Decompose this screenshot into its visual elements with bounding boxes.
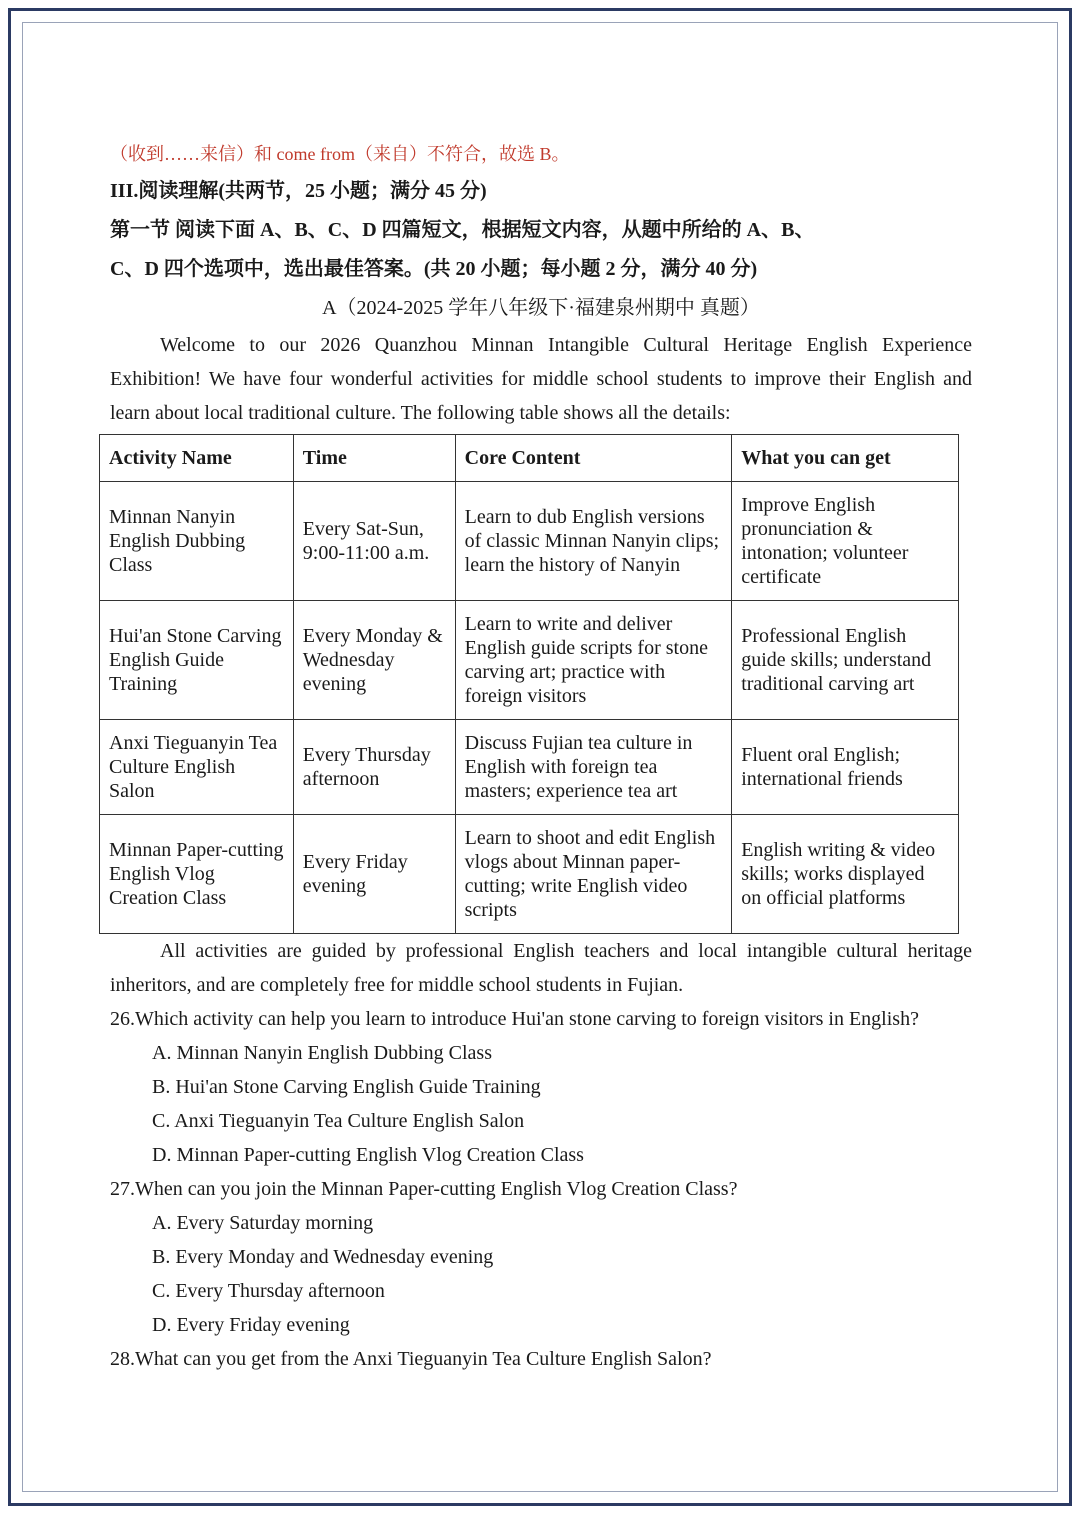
table-header-row: [100, 435, 959, 482]
table-cell: Minnan Paper-cutting English Vlog Creation Class: [100, 815, 294, 934]
activity-table: [99, 434, 959, 934]
table-row: [100, 482, 959, 601]
answer-option: A. Every Saturday morning: [152, 1212, 374, 1234]
document-body: [110, 136, 972, 1376]
question-stem: 28.What can you get from the Anxi Tieguanyin Tea Culture English Salon?: [110, 1348, 712, 1370]
table-cell: Discuss Fujian tea culture in English with foreign tea masters; experience tea art: [455, 720, 732, 815]
answer-option: D. Minnan Paper-cutting English Vlog Creation Class: [152, 1144, 584, 1166]
part-intro-line-2: C、D 四个选项中，选出最佳答案。(共 20 小题；每小题 2 分，满分 40 分): [110, 258, 758, 280]
intro-paragraph: Welcome to our 2026 Quanzhou Minnan Intangible Cultural Heritage English Experience Exhibition! We have four wonderful activities for middle school students to improve their English and learn about local traditional culture. The following table shows all the details:: [110, 334, 972, 424]
table-header: Activity Name: [100, 435, 294, 482]
table-cell: English writing & video skills; works displayed on official platforms: [732, 815, 959, 934]
explanation-note: （收到……来信）和 come from（来自）不符合，故选 B。: [110, 144, 570, 164]
answer-option: C. Anxi Tieguanyin Tea Culture English Salon: [152, 1110, 525, 1132]
question-stem: 26.Which activity can help you learn to introduce Hui'an stone carving to foreign visitors in English?: [110, 1008, 919, 1030]
table-row: [100, 601, 959, 720]
table-cell: Improve English pronunciation & intonation; volunteer certificate: [732, 482, 959, 601]
table-header: Time: [293, 435, 455, 482]
answer-option: C. Every Thursday afternoon: [152, 1280, 385, 1302]
passage-title: A（2024-2025 学年八年级下·福建泉州期中 真题）: [322, 297, 760, 319]
table-header: Core Content: [455, 435, 732, 482]
table-cell: Professional English guide skills; understand traditional carving art: [732, 601, 959, 720]
table-cell: Hui'an Stone Carving English Guide Training: [100, 601, 294, 720]
table-cell: Every Friday evening: [293, 815, 455, 934]
table-cell: Every Monday & Wednesday evening: [293, 601, 455, 720]
table-cell: Every Sat-Sun, 9:00-11:00 a.m.: [293, 482, 455, 601]
part-intro-line-1: 第一节 阅读下面 A、B、C、D 四篇短文，根据短文内容，从题中所给的 A、B、: [110, 219, 815, 241]
answer-option: B. Every Monday and Wednesday evening: [152, 1246, 494, 1268]
table-cell: Every Thursday afternoon: [293, 720, 455, 815]
table-row: [100, 720, 959, 815]
table-header: What you can get: [732, 435, 959, 482]
table-cell: Learn to write and deliver English guide scripts for stone carving art; practice with foreign visitors: [455, 601, 732, 720]
table-cell: Minnan Nanyin English Dubbing Class: [100, 482, 294, 601]
answer-option: B. Hui'an Stone Carving English Guide Training: [152, 1076, 541, 1098]
table-cell: Fluent oral English; international friends: [732, 720, 959, 815]
table-cell: Anxi Tieguanyin Tea Culture English Salon: [100, 720, 294, 815]
answer-option: A. Minnan Nanyin English Dubbing Class: [152, 1042, 492, 1064]
closing-paragraph: All activities are guided by professional English teachers and local intangible cultural heritage inheritors, and are completely free for middle school students in Fujian.: [110, 940, 972, 996]
table-row: [100, 815, 959, 934]
answer-option: D. Every Friday evening: [152, 1314, 350, 1336]
table-cell: Learn to dub English versions of classic Minnan Nanyin clips; learn the history of Nanyin: [455, 482, 732, 601]
section-heading: III.阅读理解(共两节，25 小题；满分 45 分): [110, 180, 487, 202]
question-stem: 27.When can you join the Minnan Paper-cutting English Vlog Creation Class?: [110, 1178, 738, 1200]
table-cell: Learn to shoot and edit English vlogs about Minnan paper-cutting; write English video scripts: [455, 815, 732, 934]
